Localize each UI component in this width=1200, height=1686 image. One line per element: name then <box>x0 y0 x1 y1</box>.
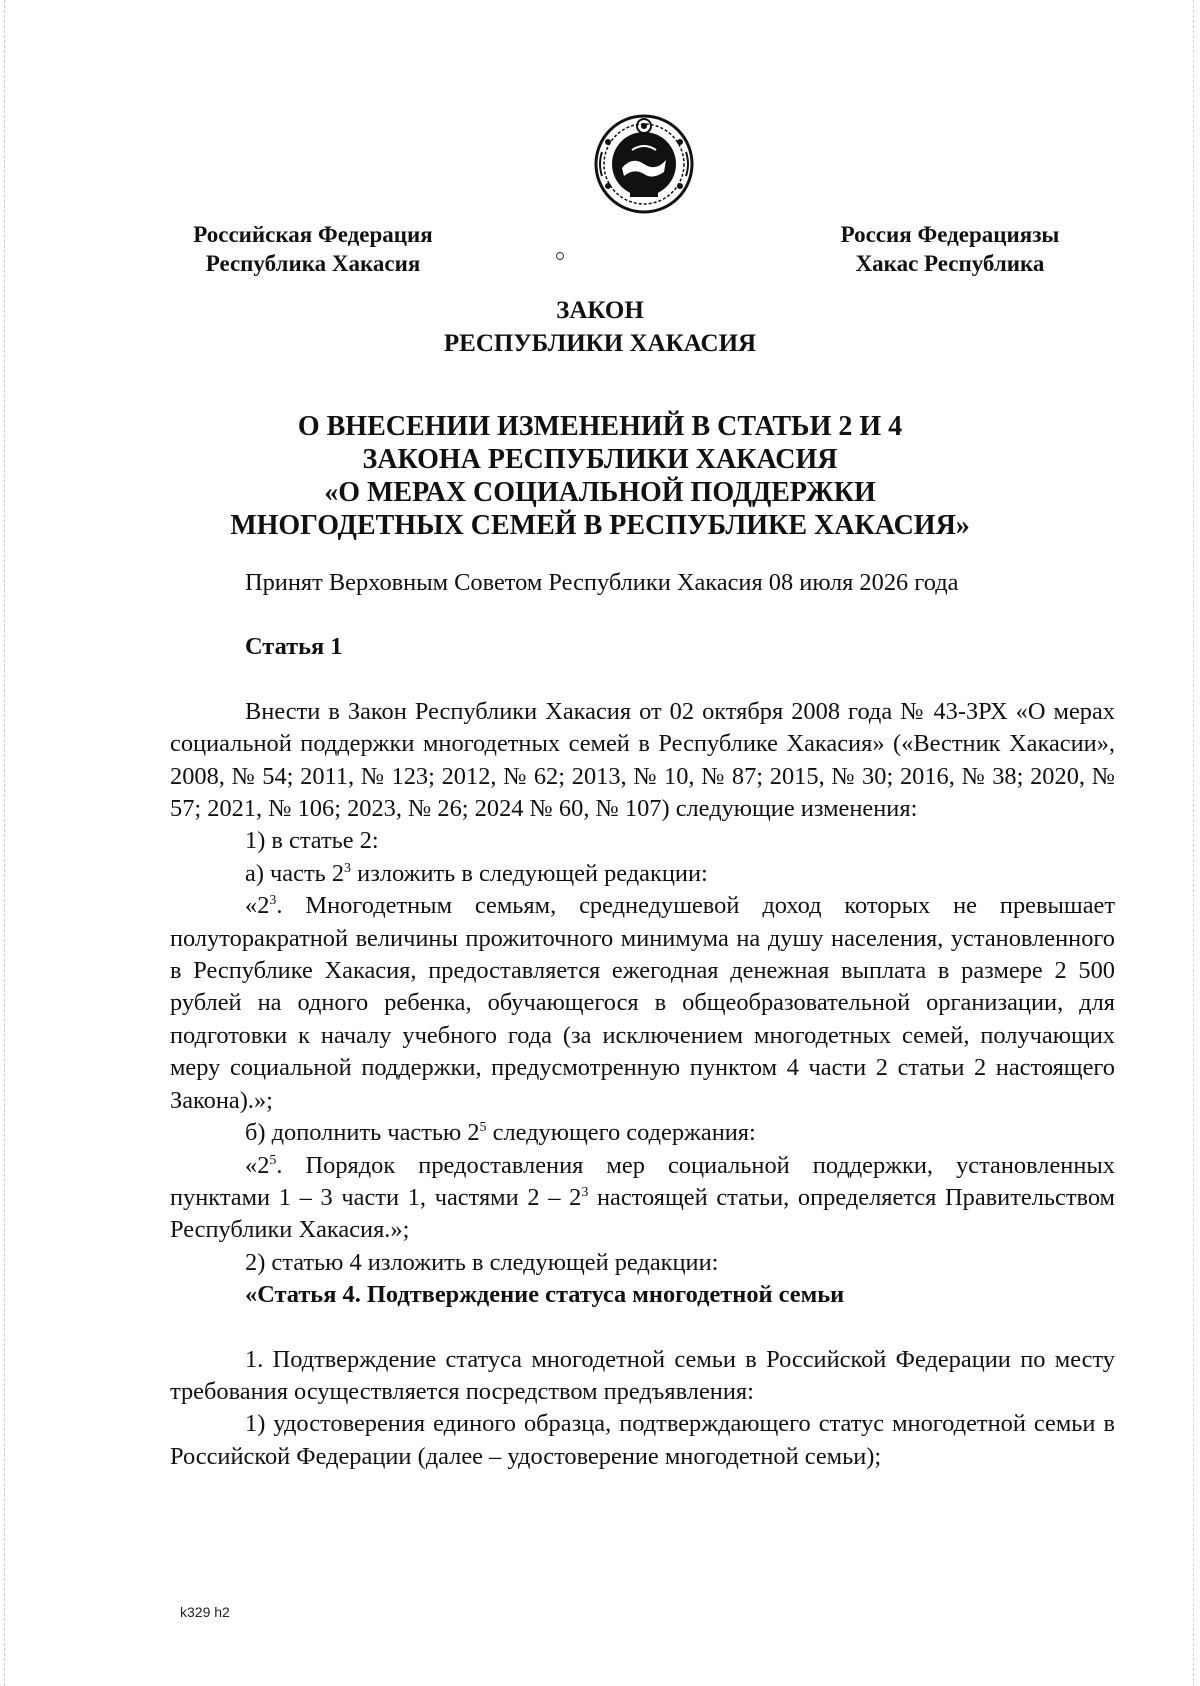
footer-code: k329 h2 <box>180 1604 230 1620</box>
article-1-intro: Внести в Закон Республики Хакасия от 02 октября 2008 года № 43-ЗРХ «О мерах социальной поддержки многодетных семей в Республике Хакасия» («Вестник Хакасии», 2008, № 54; 2011, № 123; 2012, № 62; 2013, № 10, № 87; 2015, № 30; 2016, № 38; 2020, № 57; 2021, № 106; 2023, № 26; 2024 № 60, № 107) следующие изменения: <box>170 697 1115 823</box>
article-4-item-1: 1) удостоверения единого образца, подтверждающего статус многодетной семьи в Российской Федерации (далее – удостоверение многодетной семьи); <box>170 1410 1115 1470</box>
quote-1-start: «2 <box>245 892 270 920</box>
scan-edge-right <box>1193 0 1194 1686</box>
quote-2-start: «2 <box>245 1151 270 1179</box>
law-subject-line3: «О МЕРАХ СОЦИАЛЬНОЙ ПОДДЕРЖКИ <box>324 477 876 508</box>
item-1b <box>170 1117 1115 1149</box>
item-2: 2) статью 4 изложить в следующей редакции: <box>245 1248 719 1276</box>
quote-part-2-3 <box>170 890 1115 1117</box>
coat-of-arms-emblem <box>592 112 696 216</box>
law-title-line1: ЗАКОН <box>556 297 644 324</box>
header-right-line2: Хакас Республика <box>855 251 1045 276</box>
quote-1-text: . Многодетным семьям, среднедушевой доход которых не превышает полуторакратной величины прожиточного минимума на душу населения, установленного в Республике Хакасия, предоставляется ежегодная денежная выплата в размере 2 500 рублей на одного ребенка, обучающегося в общеобразовательной организации, для подготовки к началу учебного года (за исключением многодетных семей, получающих меру социальной поддержки, предусмотренную пунктом 4 части 2 статьи 2 настоящего Закона).»; <box>170 892 1115 1114</box>
scan-edge-left <box>4 0 5 1686</box>
law-title <box>0 294 1200 360</box>
item-1a <box>170 858 1115 890</box>
quote-2-sup-2: 3 <box>581 1184 589 1200</box>
quote-2-text-end: настоящей статьи, определяется Правительством Республики Хакасия.»; <box>170 1183 1115 1244</box>
header-left-line2: Республика Хакасия <box>205 251 421 276</box>
article-4-part-1: 1. Подтверждение статуса многодетной семьи в Российской Федерации по месту требования осуществляется посредством предъявления: <box>170 1345 1115 1405</box>
document-body <box>170 567 1115 1473</box>
law-title-line2: РЕСПУБЛИКИ ХАКАСИЯ <box>443 330 757 357</box>
article-1-heading: Статья 1 <box>245 633 343 661</box>
header-left-line1: Российская Федерация <box>193 222 433 247</box>
header-right <box>800 220 1100 278</box>
item-1a-text: а) часть 2 <box>245 859 345 887</box>
item-1: 1) в статье 2: <box>245 827 379 855</box>
quote-1-sup: 3 <box>269 893 277 909</box>
item-1b-sup: 5 <box>479 1119 487 1135</box>
law-subject-line1: О ВНЕСЕНИИ ИЗМЕНЕНИЙ В СТАТЬИ 2 И 4 <box>297 411 903 442</box>
header-left <box>168 220 458 278</box>
item-1a-text-end: изложить в следующей редакции: <box>351 859 708 887</box>
quote-2-text: . Порядок предоставления мер социальной поддержки, установленных пунктами 1 – 3 части 1, частями 2 – 2 <box>170 1151 1115 1211</box>
item-1b-text-end: следующего содержания: <box>486 1119 756 1147</box>
law-subject-line4: МНОГОДЕТНЫХ СЕМЕЙ В РЕСПУБЛИКЕ ХАКАСИЯ» <box>230 510 970 541</box>
item-1a-sup: 3 <box>344 860 352 876</box>
center-mark <box>556 252 564 260</box>
quote-2-sup: 5 <box>269 1152 277 1168</box>
item-1b-text: б) дополнить частью 2 <box>245 1119 480 1147</box>
adopted-line: Принят Верховным Советом Республики Хакасия 08 июля 2026 года <box>245 569 959 596</box>
article-4-heading: «Статья 4. Подтверждение статуса многодетной семьи <box>245 1281 845 1309</box>
quote-part-2-5 <box>170 1150 1115 1247</box>
law-subject <box>0 410 1200 542</box>
law-subject-line2: ЗАКОНА РЕСПУБЛИКИ ХАКАСИЯ <box>362 444 838 475</box>
header-right-line1: Россия Федерациязы <box>840 222 1060 247</box>
